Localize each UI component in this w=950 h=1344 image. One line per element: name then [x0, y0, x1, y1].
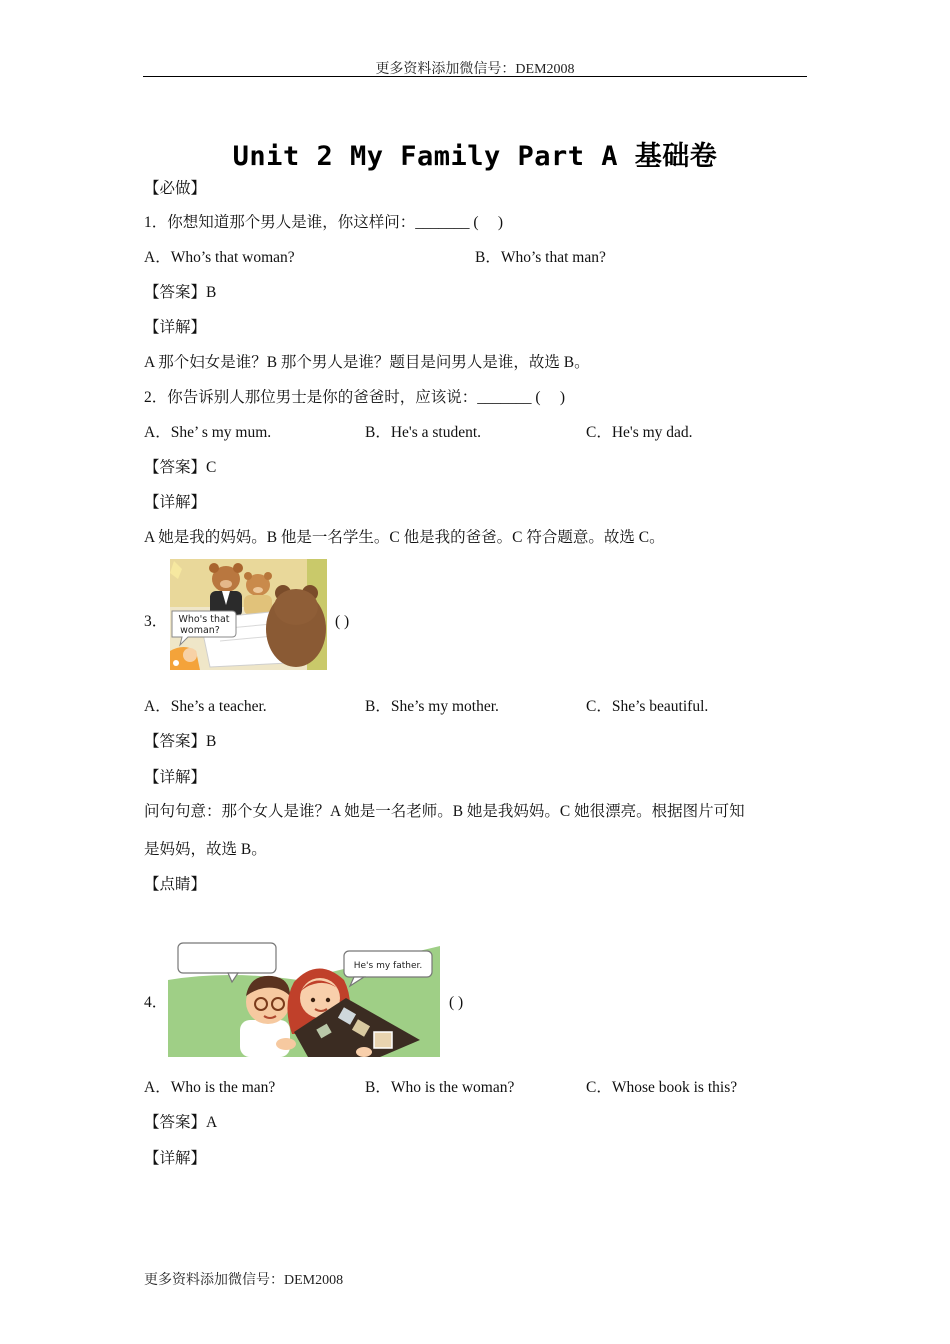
q2-option-c: C．He's my dad.	[586, 424, 693, 441]
q3-bears-illustration	[170, 559, 327, 670]
page-header: 更多资料添加微信号：DEM2008	[375, 62, 575, 77]
q4-number: 4．	[144, 994, 168, 1011]
q4-answer: 【答案】A	[144, 1114, 218, 1131]
q3-option-c: C．She’s beautiful.	[586, 698, 709, 715]
must-do-label: 【必做】	[144, 180, 207, 197]
q3-detail-line1: 问句句意：那个女人是谁？A 她是一名老师。B 她是我妈妈。C 她很漂亮。根据图片可知	[144, 803, 745, 820]
q3-answer: 【答案】B	[144, 733, 217, 750]
q1-detail: A 那个妇女是谁？B 那个男人是谁？题目是问男人是谁，故选 B。	[144, 354, 590, 371]
q3-bubble-line2: woman?	[180, 625, 220, 636]
q2-detail-label: 【详解】	[144, 494, 207, 511]
q1-detail-label: 【详解】	[144, 319, 207, 336]
q4-option-a: A．Who is the man?	[144, 1079, 276, 1096]
q3-number: 3．	[144, 613, 168, 630]
q4-children-illustration	[168, 940, 440, 1057]
q2-detail: A 她是我的妈妈。B 他是一名学生。C 他是我的爸爸。C 符合题意。故选 C。	[144, 529, 665, 546]
q1-option-a: A．Who’s that woman?	[144, 249, 295, 266]
q1-stem: 1．你想知道那个男人是谁，你这样问：_______ ( )	[144, 214, 504, 231]
q4-bubble-text: He's my father.	[353, 961, 423, 971]
q1-option-b: B．Who’s that man?	[475, 249, 606, 266]
q3-tip-label: 【点睛】	[144, 876, 207, 893]
q3-detail-label: 【详解】	[144, 769, 207, 786]
q2-option-a: A．She’ s my mum.	[144, 424, 272, 441]
page-title: Unit 2 My Family Part A 基础卷	[232, 141, 718, 172]
q2-option-b: B．He's a student.	[365, 424, 482, 441]
q4-paren: ( )	[449, 994, 464, 1011]
q3-detail-line2: 是妈妈，故选 B。	[144, 841, 267, 858]
q3-picture	[170, 559, 327, 670]
q4-picture	[168, 940, 440, 1057]
q3-option-a: A．She’s a teacher.	[144, 698, 267, 715]
q4-detail-label: 【详解】	[144, 1150, 207, 1167]
q1-answer: 【答案】B	[144, 284, 217, 301]
q3-option-b: B．She’s my mother.	[365, 698, 499, 715]
q2-stem: 2．你告诉别人那位男士是你的爸爸时，应该说：_______ ( )	[144, 389, 566, 406]
q3-bubble-line1: Who's that	[178, 614, 230, 625]
page-footer: 更多资料添加微信号：DEM2008	[144, 1273, 344, 1288]
q2-answer: 【答案】C	[144, 459, 217, 476]
q4-option-c: C．Whose book is this?	[586, 1079, 738, 1096]
q3-paren: ( )	[335, 613, 350, 630]
q4-option-b: B．Who is the woman?	[365, 1079, 515, 1096]
header-rule	[143, 76, 807, 77]
